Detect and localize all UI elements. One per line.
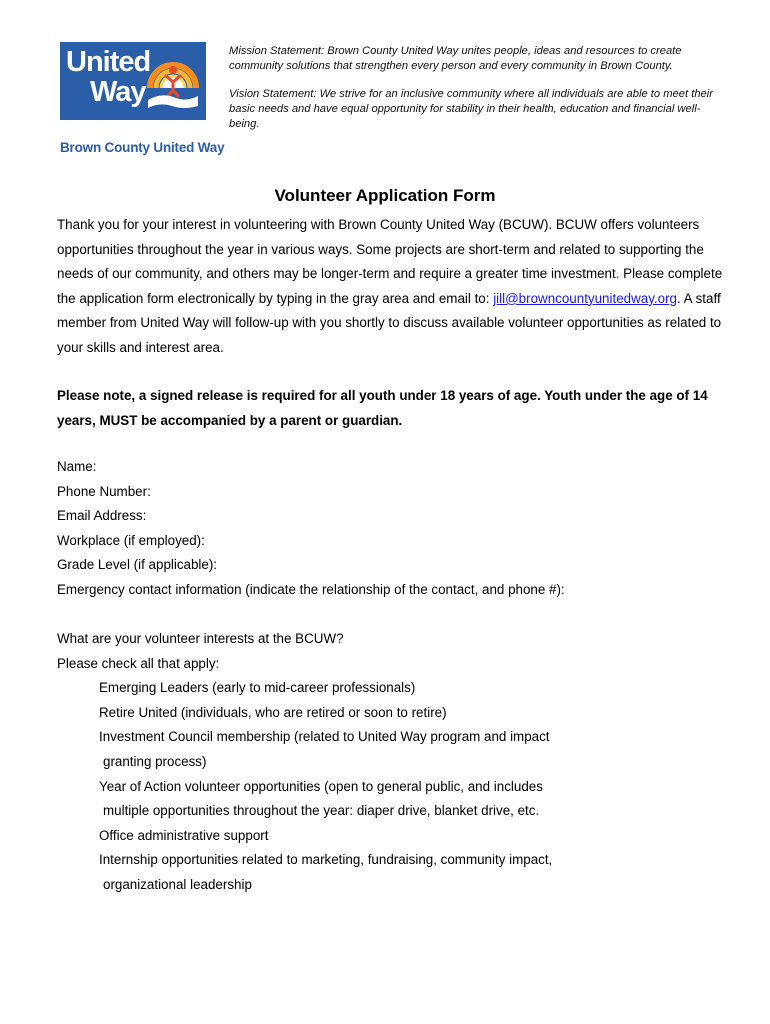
vision-statement: Vision Statement: We strive for an inclusive community where all individuals are able to meet their basic needs and have equal opportunity for stability in their health, education and financial well-being. <box>229 88 713 130</box>
form-title: Volunteer Application Form <box>274 186 496 205</box>
united-way-logo <box>60 42 225 155</box>
logo-line-2: Way <box>90 76 146 108</box>
intro-paragraph <box>57 213 737 361</box>
contact-email-link[interactable]: jill@browncountyunitedway.org <box>493 290 677 306</box>
phone-field[interactable]: Phone Number: <box>57 483 151 499</box>
interests-question: What are your volunteer interests at the BCUW? <box>57 631 344 646</box>
emergency-contact-field[interactable]: Emergency contact information (indicate the relationship of the contact, and phone #): <box>57 581 565 597</box>
interest-option-year-of-action[interactable]: Year of Action volunteer opportunities (open to general public, and includes <box>99 778 543 794</box>
youth-release-note: Please note, a signed release is required for all youth under 18 years of age. Youth under the age of 14 years, MUST be accompanied by a parent or guardian. <box>57 388 708 428</box>
interest-option-internship-cont: organizational leadership <box>103 876 252 892</box>
applicant-fields <box>57 455 747 603</box>
interests-instruction: Please check all that apply: <box>57 655 220 671</box>
logo-line-1: United <box>66 46 151 78</box>
workplace-field[interactable]: Workplace (if employed): <box>57 532 205 548</box>
interest-option-internship[interactable]: Internship opportunities related to marketing, fundraising, community impact, <box>99 852 553 868</box>
email-field[interactable]: Email Address: <box>57 508 147 524</box>
mission-statement: Mission Statement: Brown County United Way unites people, ideas and resources to create community solutions that strengthen every person and every community in Brown County. <box>229 45 682 72</box>
volunteer-interests <box>57 627 747 898</box>
logo-caption: Brown County United Way <box>60 140 225 155</box>
interest-option-office-support[interactable]: Office administrative support <box>99 827 269 843</box>
intro-text-before: Thank you for your interest in volunteering with Brown County United Way (BCUW). BCUW offers volunteers opportunities throughout the year in various ways. Some projects are short-term and related to supporting the needs of our community, and others may be longer-term and require a greater time investment. Please complete the application form electronically by typing in the gray area and email to: <box>57 217 723 306</box>
intro-text-after: . A staff member from United Way will follow-up with you shortly to discuss available volunteer opportunities as related to your skills and interest area. <box>57 290 722 355</box>
interest-option-year-of-action-cont: multiple opportunities throughout the year: diaper drive, blanket drive, etc. <box>103 803 540 819</box>
grade-field[interactable]: Grade Level (if applicable): <box>57 557 218 573</box>
interest-option-emerging-leaders[interactable]: Emerging Leaders (early to mid-career professionals) <box>99 680 416 696</box>
interest-option-retire-united[interactable]: Retire United (individuals, who are retired or soon to retire) <box>99 704 447 720</box>
logo-box <box>60 42 206 120</box>
logo-wordmark <box>66 47 150 107</box>
hand-rainbow-icon <box>144 48 202 114</box>
statements <box>229 44 729 145</box>
interest-option-investment-council-cont: granting process) <box>103 753 207 769</box>
name-field[interactable]: Name: <box>57 459 97 474</box>
interest-option-investment-council[interactable]: Investment Council membership (related to United Way program and impact <box>99 729 550 745</box>
